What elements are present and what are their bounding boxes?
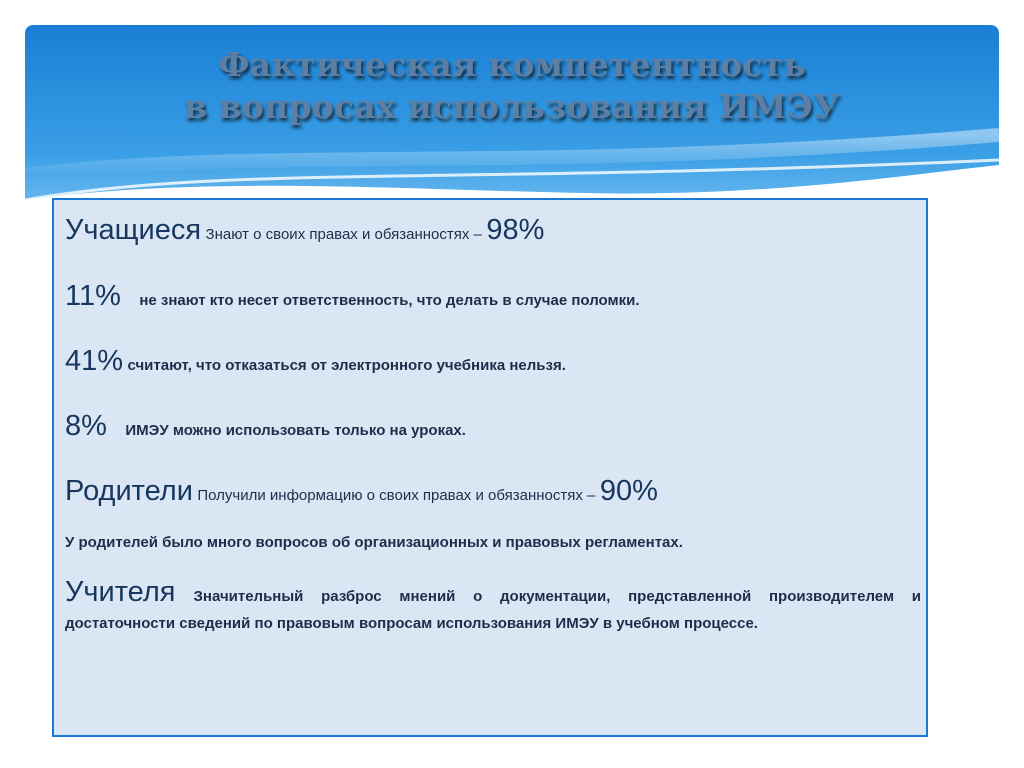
teachers-heading: Учителя: [65, 576, 176, 608]
teachers-row: [65, 577, 921, 637]
slide-title: [25, 44, 999, 128]
parents-note-row: [65, 534, 683, 552]
parents-heading: Родители: [65, 475, 193, 507]
stat-2-text: считают, что отказаться от электронного учебника нельзя.: [127, 357, 566, 374]
title-line-2: в вопросах использования ИМЭУ: [183, 87, 841, 126]
students-heading: Учащиеся: [65, 214, 202, 246]
parents-note: У родителей было много вопросов об организационных и правовых регламентах.: [65, 534, 683, 551]
stat-1-value: 11%: [65, 280, 121, 312]
stat-row-2: [65, 345, 566, 378]
stat-2-value: 41%: [65, 345, 124, 377]
students-text: Знают о своих правах и обязанностях –: [205, 226, 482, 243]
students-row: [65, 214, 544, 247]
stat-row-3: [65, 410, 466, 443]
stat-3-value: 8%: [65, 410, 107, 442]
teachers-text: Значительный разброс мнений о документации, представленной производителем и достаточности сведений по правовым вопросам использования ИМЭУ в учебном процессе.: [65, 588, 921, 632]
title-line-1: Фактическая компетентность: [218, 45, 806, 84]
stat-3-text: ИМЭУ можно использовать только на уроках.: [125, 422, 466, 439]
content-panel: [52, 198, 928, 737]
students-value: 98%: [486, 214, 545, 246]
parents-row: [65, 475, 658, 508]
stat-1-text: не знают кто несет ответственность, что делать в случае поломки.: [139, 292, 640, 309]
parents-text: Получили информацию о своих правах и обязанностях –: [197, 487, 596, 504]
parents-value: 90%: [599, 475, 658, 507]
stat-row-1: [65, 280, 640, 313]
